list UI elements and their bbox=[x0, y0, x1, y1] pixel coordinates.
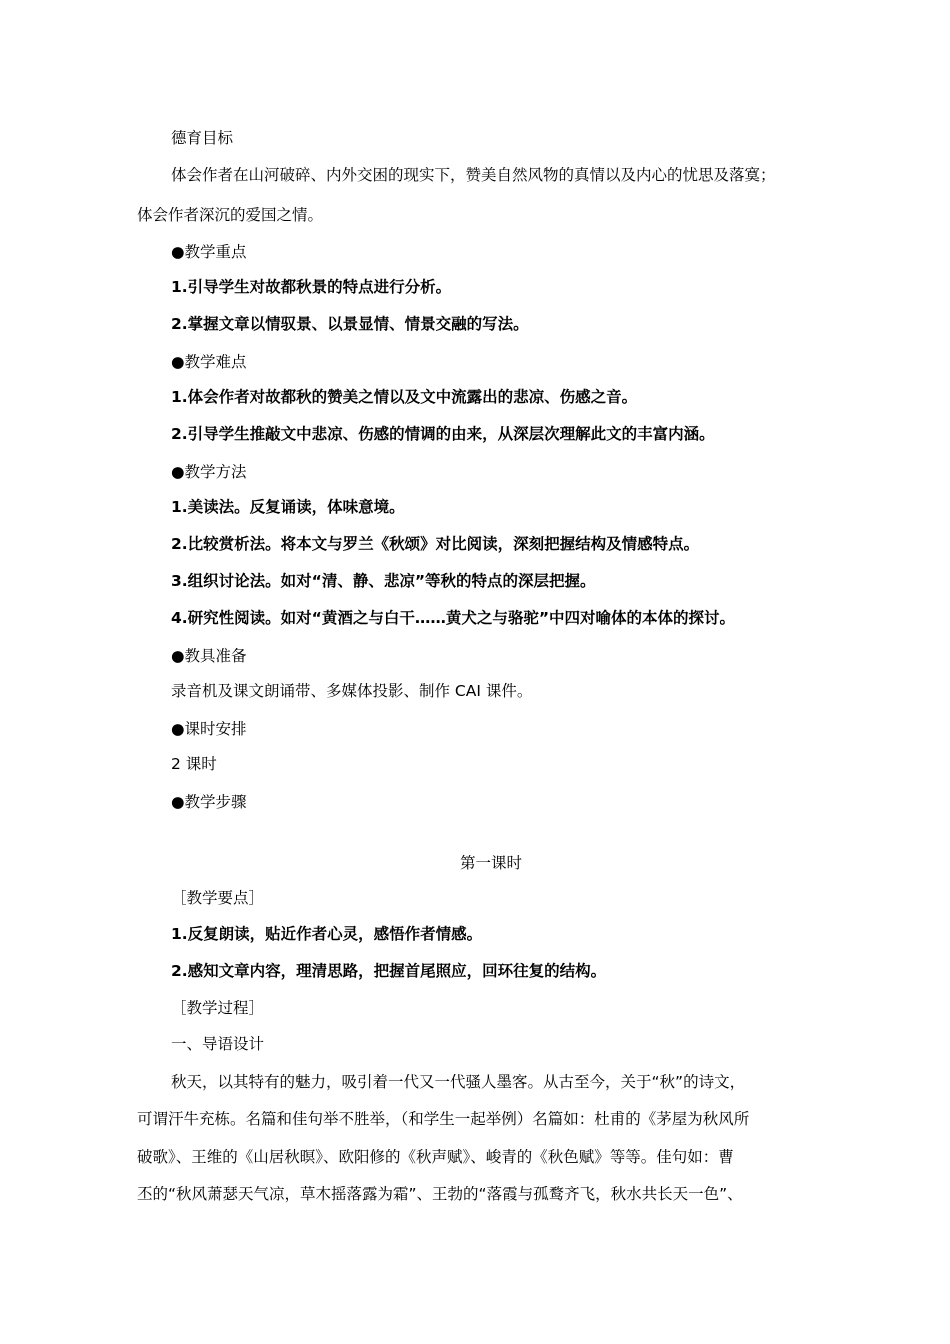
section-heading-difficulties: ●教学难点 bbox=[171, 353, 247, 371]
heading-moral-goal: 德育目标 bbox=[171, 129, 234, 147]
list-item: 3.组织讨论法。如对“清、静、悲凉”等秋的特点的深层把握。 bbox=[171, 572, 596, 590]
list-item: 2.引导学生推敲文中悲凉、伤感的情调的由来，从深层次理解此文的丰富内涵。 bbox=[171, 425, 715, 443]
list-item: 2.掌握文章以情驭景、以景显情、情景交融的写法。 bbox=[171, 315, 529, 333]
list-item: 1.反复朗读，贴近作者心灵，感悟作者情感。 bbox=[171, 925, 483, 943]
subheading: ［教学过程］ bbox=[171, 999, 265, 1017]
list-item: 2.比较赏析法。将本文与罗兰《秋颂》对比阅读，深刻把握结构及情感特点。 bbox=[171, 535, 700, 553]
paragraph-line: 体会作者深沉的爱国之情。 bbox=[137, 206, 324, 224]
paragraph-line: 可谓汗牛充栋。名篇和佳句举不胜举，（和学生一起举例）名篇如：杜甫的《茅屋为秋风所 bbox=[137, 1110, 750, 1128]
paragraph-line: 2 课时 bbox=[171, 755, 217, 773]
section-heading-key-points: ●教学重点 bbox=[171, 243, 247, 261]
subheading: 一、导语设计 bbox=[171, 1035, 265, 1053]
paragraph-line: 录音机及课文朗诵带、多媒体投影、制作 CAI 课件。 bbox=[171, 682, 533, 700]
section-heading-steps: ●教学步骤 bbox=[171, 793, 247, 811]
section-heading-methods: ●教学方法 bbox=[171, 463, 247, 481]
list-item: 4.研究性阅读。如对“黄酒之与白干……黄犬之与骆驼”中四对喻体的本体的探讨。 bbox=[171, 609, 736, 627]
paragraph-line: 秋天，以其特有的魅力，吸引着一代又一代骚人墨客。从古至今，关于“秋”的诗文， bbox=[171, 1073, 746, 1091]
paragraph-line: 丕的“秋风萧瑟天气凉，草木摇落露为霜”、王勃的“落霞与孤鹜齐飞，秋水共长天一色”、 bbox=[137, 1185, 743, 1203]
list-item: 1.体会作者对故都秋的赞美之情以及文中流露出的悲凉、伤感之音。 bbox=[171, 388, 638, 406]
paragraph-line: 破歌》、王维的《山居秋暝》、欧阳修的《秋声赋》、峻青的《秋色赋》等等。佳句如：曹 bbox=[137, 1148, 734, 1166]
section-heading-schedule: ●课时安排 bbox=[171, 720, 247, 738]
subheading: ［教学要点］ bbox=[171, 889, 265, 907]
section-heading-tools: ●教具准备 bbox=[171, 647, 247, 665]
list-item: 2.感知文章内容，理清思路，把握首尾照应，回环往复的结构。 bbox=[171, 962, 607, 980]
paragraph-line: 体会作者在山河破碎、内外交困的现实下，赞美自然风物的真情以及内心的忧思及落寞； bbox=[171, 166, 776, 184]
lesson-title: 第一课时 bbox=[459, 854, 522, 872]
list-item: 1.引导学生对故都秋景的特点进行分析。 bbox=[171, 278, 452, 296]
list-item: 1.美读法。反复诵读，体味意境。 bbox=[171, 498, 405, 516]
